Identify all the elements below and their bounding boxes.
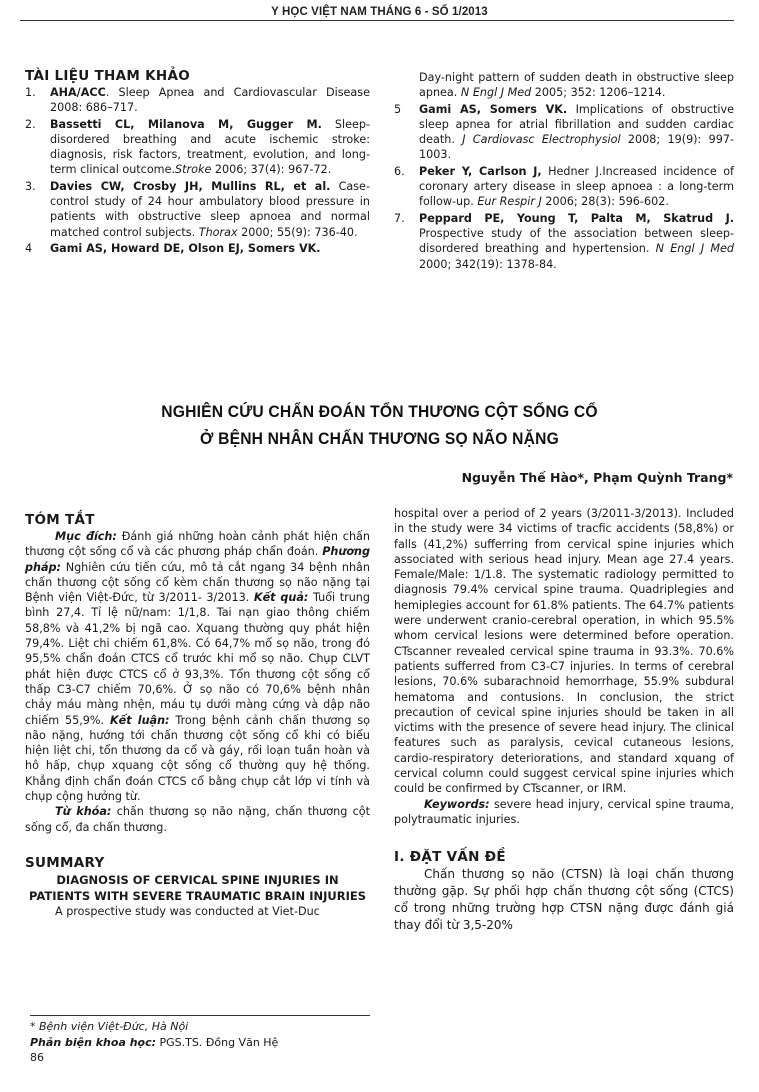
reference-item: 1. AHA/ACC. Sleep Apnea and Cardiovascular Disease 2008: 686–717. — [25, 86, 370, 115]
footnotes — [30, 1019, 278, 1066]
reference-item: 6. Peker Y, Carlson J, Hedner J.Increased incidence of coronary artery disease in sleep apnoea : a long-term follow-up. Eur Respir J 2006; 28(3): 596-602. — [394, 164, 735, 209]
article-title-line2: Ở BỆNH NHÂN CHẤN THƯƠNG SỌ NÃO NẶNG — [200, 429, 559, 448]
summary-body-start: A prospective study was conducted at Viet-Duc — [55, 904, 320, 918]
running-header: Y HỌC VIỆT NAM THÁNG 6 - SỐ 1/2013 — [271, 6, 488, 18]
summary-en-continued — [394, 506, 734, 934]
article-title — [30, 398, 728, 452]
references-heading: TÀI LIỆU THAM KHẢO — [25, 68, 191, 84]
references-right — [394, 70, 734, 273]
article-title-line1: NGHIÊN CỨU CHẨN ĐOÁN TỔN THƯƠNG CỘT SỐNG CỔ — [161, 402, 598, 421]
summary-body: hospital over a period of 2 years (3/2011-3/2013). Included in the study were 34 victims of tracfic accidents (58,8%) or falls (41,2%) sufferring from cervical spine injuries which associated with serious head injury. Mean age 27.4 years. Female/Male: 1/1.8. The systematic radiology permitted to diagnosis 79.4% cervical spine trauma. Quadriplegies and hemiplegies account for 61.8% patients. The 64.7% patients were underwent cranio-cerebral operation, in which 95.5% whom cervical lesions were determined before operation. CTscanner revealed cervical spine trauma in 93.3%. 70.6% patients sufferred from C3-C7 injuries. In terms of cerebral lesions, 70.6% subarachnoid hemorrhage, 55.9% subdural hematoma and contusions. In conclusion, the strict precaution of cevical spine injuries should be taken in all victims with the presence of severe head injury. The clinical features such as paralysis, cevical cutaneous lesions, cardio-respiratory deteriorations, and standard xquang of cervical column could suggest cervical spine injuries which could be confirmed by CTscanner, or IRM. — [394, 507, 734, 796]
abstract-heading: TÓM TẮT — [25, 512, 95, 528]
abstract-keywords: Từ khóa: chấn thương sọ não nặng, chấn thương cột sống cổ, đa chấn thương. — [25, 805, 371, 834]
reference-item: 2. Bassetti CL, Milanova M, Gugger M. Sleep-disordered breathing and acute ischemic stroke: diagnosis, risk factors, treatment, evolution, and long-term clinical outcome.Stroke 2006; 37(4): 967-72. — [25, 117, 370, 177]
summary-keywords: Keywords: severe head injury, cervical spine trauma, polytraumatic injuries. — [394, 797, 734, 826]
footnote-rule — [30, 1015, 370, 1016]
references-left — [25, 68, 370, 257]
summary-title: DIAGNOSIS OF CERVICAL SPINE INJURIES IN PATIENTS WITH SEVERE TRAUMATIC BRAIN INJURIES — [29, 872, 366, 903]
reference-item-continued: Day-night pattern of sudden death in obstructive sleep apnea. N Engl J Med 2005; 352: 1206–1214. — [419, 71, 734, 100]
affiliation-note: * Bệnh viện Việt-Đức, Hà Nội — [30, 1020, 189, 1033]
introduction-body: Chấn thương sọ não (CTSN) là loại chấn thương thường gặp. Sự phối hợp chấn thương cột sống (CTCS) cổ trong những trường hợp CTSN nặng được đánh giá thay đổi từ 3,5-20% — [394, 867, 734, 933]
introduction-heading: I. ĐẶT VẤN ĐỀ — [394, 849, 506, 866]
abstract-body: Mục đích: Đánh giá những hoàn cảnh phát hiện chấn thương cột sống cổ và các phương pháp chẩn đoán. Phương pháp: Nghiên cứu tiến cứu, mô tả cắt ngang 34 bệnh nhân chấn thương cột sống cổ kèm chấn thương sọ não nặng tại Bệnh viện Việt-Đức, từ 3/2011- 3/2013. Kết quả: Tuổi trung bình 27,4. Tỉ lệ nữ/nam: 1/1,8. Tai nạn giao thông chiếm 58,8% và 41,2% bị ngã cao. Xquang thường quy phát hiện 79,4%. Liệt chi chiếm 61,8%. Có 64,7% mổ sọ não, trong đó 95,5% chẩn đoán CTCS cổ trước khi mổ sọ não. Chụp CLVT phát hiện được CTCS cổ ở 93,3%. Tổn thương cột sống cổ thấp C3-C7 chiếm 70,6%. Ở sọ não có 70,6% bệnh nhân chảy máu màng nhện, máu tụ dưới màng cứng và dập não chiếm 55,9%. Kết luận: Trong bệnh cảnh chấn thương sọ não nặng, hướng tới chấn thương cột sống cổ khi có biểu hiện liệt chi, tổn thương da cổ và gáy, rối loạn tuần hoàn và hô hấp, chụp xquang cột sống cổ thường quy hệ thống. Khẳng định chẩn đoán CTCS cổ bằng chụp cắt lớp vi tính và chụp cộng hưởng từ. — [25, 530, 371, 804]
page-number: 86 — [30, 1051, 44, 1064]
reference-item: 5 Gami AS, Somers VK. Implications of obstructive sleep apnea for atrial fibrillation and sudden cardiac death. J Cardiovasc Electrophysiol 2008; 19(9): 997-1003. — [394, 102, 735, 162]
reviewer-note: Phản biện khoa học: PGS.TS. Đồng Văn Hệ — [30, 1035, 279, 1049]
abstract-vi — [25, 512, 370, 919]
article-authors: Nguyễn Thế Hào*, Phạm Quỳnh Trang* — [461, 470, 733, 485]
summary-heading: SUMMARY — [25, 854, 105, 871]
reference-item: 4 Gami AS, Howard DE, Olson EJ, Somers VK. — [25, 241, 321, 255]
reference-item: 7. Peppard PE, Young T, Palta M, Skatrud J. Prospective study of the association between sleep-disordered breathing and hypertension. N Engl J Med 2000; 342(19): 1378-84. — [394, 211, 735, 271]
reference-item: 3. Davies CW, Crosby JH, Mullins RL, et al. Case-control study of 24 hour ambulatory blood pressure in patients with obstructive sleep apnoea and normal matched control subjects. Thorax 2000; 55(9): 736-40. — [25, 179, 370, 239]
header-rule — [20, 20, 734, 21]
